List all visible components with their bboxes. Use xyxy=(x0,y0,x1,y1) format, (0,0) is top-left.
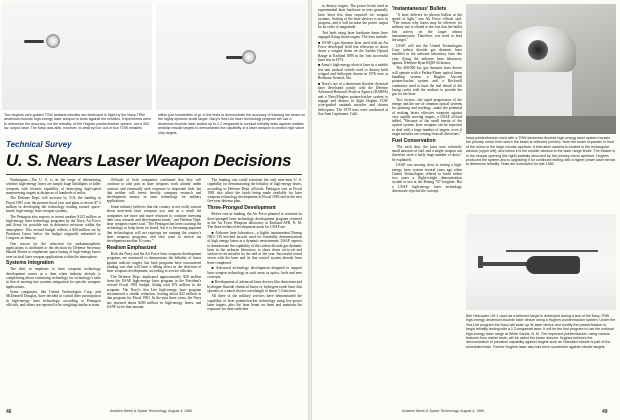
paragraph: Before cuts in funding, the Air Force planned to continue its three-pronged laser technology development program centered at the Air Force Weapons laboratory at Kirtland AFB, N. M. The three technical development areas for USAF are: xyxy=(207,212,303,230)
paragraph: Both the Navy and the Air Force laser weapons development programs are structured to demonstrate the lethality of lasers against realistic targets, but both programs have encountered funding cuts that will have a telling effect in the direction of laser weapons development, according to service officials. xyxy=(106,252,202,274)
headline-rule xyxy=(6,174,302,175)
article-column-4 xyxy=(318,4,388,406)
helicopter-caption: Bell Helicopter UH-1 used as a tethered target is destroyed during a test of the Navy-TRW high-energy deuterium-fluoride laser device using a Hughes pointer/tracker system. Under the Sea Lite program the Navy will scale up its laser device and modify the pointer/tracker to begin lethality testing with a 2.2-megawatt laser. It will be the first program to use the notional high-energy laser range at White Sands, N. M. The improved pointer/tracker, using various features from earlier tests, will be called the beam director. Hughes believes the demonstration of precision capability against targets such as Standard missile is part of the scheduled tests. Former Hughes laser also has been successful against missile targets. xyxy=(466,314,616,349)
paragraph: The funding cuts could constrain the only near-term U. S. capability for demonstrating the lethality of high-energy lasers, according to Defense Dept. officials. Pentagon cuts in Fiscal 1981 also affect the funds being made available for laser weapons technology development in Fiscal 1982 and in the new five-year defense plan. xyxy=(207,178,303,204)
paragraph: The 400/500 kw. gas dynamic laser device will operate with a Perkin-Elmer optical beam handling system, a Hughes Aircraft pointer/tracker system and a Rockwell combustor used to burn the fuel ahead of the lasing cavity with the oxidizer to provide the gas for the laser. xyxy=(392,66,462,97)
tracker-pedestal xyxy=(514,66,572,120)
paragraph: Washington—The U. S. is on the verge of determining whether high-energy lasers are simply huge flashlights or killer weapons with historic capability of destroying high-speed maneuvering targets at distances of hundreds of miles. xyxy=(6,178,101,195)
page-number: 49 xyxy=(602,409,608,415)
paragraph: Some industry believes that the country is not really serious about near-term laser weapons use, and as a result the companies are more and more reluctant to continue investing their own research and development funds," one Defense Dept. laser weapons expert said. "The Pentagon has been courting the technology to keep them on board, but it is becoming apparent that technologists will not regroups are running the country's laser weapons programs, and they want to stretch out development another 10 years." xyxy=(106,204,202,244)
paragraph: The shift in emphasis to laser weapons technology development comes at a time when industry already is complaining about continuing technology for technology's sake in lieu of moving into systems integration for specific weapons applications. xyxy=(6,267,101,289)
tow-missile xyxy=(24,40,44,43)
footer-publication-right: Aviation Week & Space Technology, August 4, 1980 xyxy=(402,409,485,413)
ground xyxy=(466,116,616,134)
helicopter-body xyxy=(526,256,580,274)
laser-flare xyxy=(46,34,60,48)
paragraph: One reason for the reduction for endoatmospheric applications is attributed to the decision by Defense Secretary Harold Brown to emphasize space basing of high-energy lasers over tactical laser weapon applications within the atmosphere. xyxy=(6,241,101,259)
footer-left xyxy=(6,409,12,415)
paragraph: Test beds using laser hardware items have engaged flying drone targets. The tests include: xyxy=(318,30,388,40)
bullet-paragraph: ■ USAF's gas dynamic laser used with an Air Force developed field test telescope to shoot down a winged drone on the Sandia Optical Range at Kirtland AFB in the first successful laser test in 1973. xyxy=(318,40,388,62)
subheading: Fuel Conservation xyxy=(392,137,436,144)
paragraph: "For each shot, the laser uses relatively small amounts of fuel, and a single weapon can therefore store a fairly large number of shots," he explained. xyxy=(392,144,462,162)
subheading: Three-Pronged Development xyxy=(207,205,276,212)
paragraph: Some companies, like United Technologies Corp. and McDonnell Douglas, have decided to curtail their participation in high-energy laser technology, according to Pentagon officials, and others are reported to be weighing similar actions. xyxy=(6,290,101,307)
article-column-1 xyxy=(6,178,101,408)
paragraph: Officials of both companies confirmed that they will continue to take part in laser weapons work already under contract and eventually seek exposure to important bids, but that neither will invest heavily company research and development money in laser technology for military applications. xyxy=(106,178,202,204)
paragraph: to destroy targets. The power levels used in experimental laser hardware in tests generally have been less than required for weapon systems. Scaling of the laser devices is now in progress, and it will increase the power output by an order of magnitude. xyxy=(318,4,388,30)
paragraph: USAF will test the United Technologies Corp carbon dioxide gas dynamic laser installed in the airborne laboratory later this year, flying the airborne laser laboratory against Teledyne Ryan BQM-34 drones. xyxy=(392,43,462,65)
paragraph: The Pentagon also expects to invest another $125 million in high-energy laser technology programs by the Navy, Air Force and Army for possible use in defensive missions within the atmosphere. This revised budget reflects a $40-million cut by President Carter below the budget originally submitted to Congress in January. xyxy=(6,214,101,241)
section-kicker: Technical Survey xyxy=(6,140,72,149)
left-page xyxy=(0,0,308,420)
photo-strip xyxy=(2,2,306,134)
page-number: 46 xyxy=(6,409,12,415)
article-headline: U. S. Nears Laser Weapon Decisions xyxy=(6,151,292,170)
tracker-aperture xyxy=(528,40,548,60)
paragraph: "A laser delivers its photon bullets at the speed of light," one Air Force official said. "The reason why lasers may be effective for military use is related to the fact that the bullet hits arrives on the target almost instantaneously. Therefore, you need to lead the target." xyxy=(392,12,462,43)
photo-caption-left: Two Hughes wire-guided TOW antitank missiles are destroyed in flight by the Navy-TRW deuterium-fluoride high-energy laser weapon in tests against the missiles. Experiments were to determine the accuracy, not the lethality, of the Hughes pointer/tracker system, not a 400-kw. output laser. The Navy was able, however, to destroy four out of four TOW missiles xyxy=(4,113,151,131)
tracker-caption: Navy pointer/tracker used with a TRW deuterium-fluoride high-energy laser system houses the primary mirror from which the beam is reflected (center). Note the beam expander in front of the mirror in the large circular aperture. A television camera is located in the rectangular window (upper left), and below it is the smaller window to the laser range finder. The tracker is in the circular opening (far right) partially obscured by the primary mirror aperture. Hughes produced the system and is upgrading it for continued testing with a higher power laser device to determine lethality. Tests are scheduled for late 1982. xyxy=(466,136,616,167)
article-column-5 xyxy=(392,4,462,406)
helicopter-fin xyxy=(478,256,483,268)
right-page xyxy=(312,0,620,420)
article-column-2 xyxy=(107,178,202,408)
missile-photo-2 xyxy=(156,2,306,110)
subheading: Systems Integration xyxy=(6,260,54,267)
paragraph: ■ Airborne laser laboratory—a highly instrumented Boeing NKC-135 test-bed aircraft used for feasibility demonstrations of high energy lasers in a dynamic environment. USAF expects to demonstrate the capability of the carbon dioxide gas dynamic laser in the airborne laboratory to shoot down air-to-air and surface-to-air missiles by the end of the year. Successful tested seven with the laser and its line control system already have been completed. xyxy=(207,230,303,265)
laser-flare xyxy=(242,50,256,64)
helicopter-tail xyxy=(480,262,530,266)
bullet-paragraph: ■ Navy's use of a deuterium fluoride chemical laser developed jointly with the Defense Advanced Research Projects Agency (DARPA) and a Navy/Hughes pointer/tracker system to engage and destroy in flight Hughes TOW wire-guided antitank missiles and drones helicopters. The 1978 tests were conducted at San Juan Capistrano, Calif. xyxy=(318,81,388,116)
article-column-3 xyxy=(207,178,302,408)
paragraph: All three of the military services have demonstrated the capability of laser pointer/tracker technology using low-power laser targets, plus the laser beam on them and maintain the exposure for time sufficient xyxy=(207,294,303,312)
bullet-paragraph: ■ Army's high-energy electric laser in a mobile test unit tracked vehicle used to destroy both winged and helicopter drones in 1976 tests at Redstone Arsenal, Ala. xyxy=(318,63,388,81)
photo-caption-right: within just hundredths of gr. in the tests to demonstrate the accuracy of tracking the beam on the highly dynamic small target. Navy's Sea Lite laser technology program will use a deuterium-fluoride laser scaled up to 2.2 megawatt to conduct lethality tests against realistic antiship missile targets to demonstrate the capability of a laser weapon to protect high value ship targets. xyxy=(158,113,306,135)
subheading: 'Instantaneous' Bullets xyxy=(392,5,447,12)
paragraph: ■ Development of advanced laser devices like deuterium and hydrogen-fluoride chemical lasers or hydrogen-oxide laser that operates at a much shorter wavelength of about 1.3 microns. xyxy=(207,280,303,293)
paragraph: The Defense Dept. duplicated approximately $20 million from the USAF high-energy laser program in the President's revised Fiscal 1981 budget, lifting total $72 million in the program. The Navy's Sea Lite high-energy laser program encountered a similar reduction, leaving about $22 million in that program for Fiscal 1981. In the past three years, the Navy has invested about $200 million in high-energy lasers, and USAF twice that amount. xyxy=(106,274,202,309)
footer-publication-left: Aviation Week & Space Technology, August 4, 1980 xyxy=(110,409,193,413)
paragraph: USAF was moving close to testing a high-energy laser system several years ago when United Technologies offered to build within two years a flight-weight demonstration system to test at the Boeing 747 freighter. But a USAF high-energy laser technology directorate rejected the concept. xyxy=(392,163,462,194)
footer-right xyxy=(602,409,608,415)
paragraph: The Defense Dept. will increase by 51% the funding in Fiscal 1981 over the present fiscal year and plans to invest $7.3 million in developing the technology leading toward space-based, high-energy laser weapon systems. xyxy=(6,196,101,214)
paragraph: Two factors—the rapid progression of the energy and the use of common optical systems for pointing and tracking—make the potential of making lasers effective weapons against very rapidly moving targets, a USAF official added. "Because of the small inertia of the optical system, laser weapons can be expected to deal with a large number of targets, even if target missiles are coming from all directions." xyxy=(392,97,462,137)
missile-photo-1 xyxy=(2,2,152,110)
paragraph: ■ Advanced technology development designed to support laser weapon technology in such areas as optics, fuels and new concepts. xyxy=(207,266,303,279)
article-columns xyxy=(6,178,302,408)
subheading: Realism Emphasized xyxy=(106,245,157,252)
article-columns-right xyxy=(318,4,462,406)
helicopter-rotor xyxy=(506,250,598,252)
pointer-tracker-photo xyxy=(466,4,616,134)
helicopter-photo xyxy=(466,214,616,310)
